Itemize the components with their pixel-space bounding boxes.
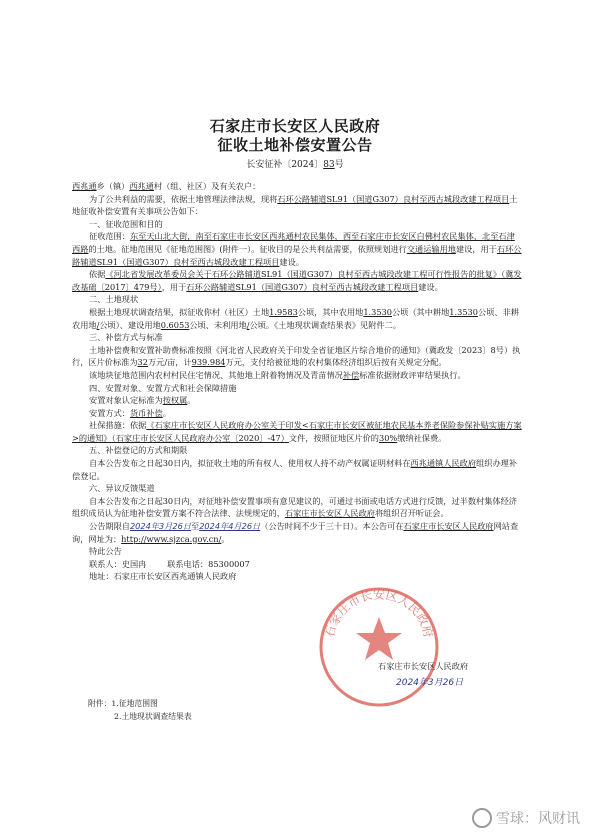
title-issuer: 石家庄市长安区人民政府 bbox=[209, 117, 381, 135]
attachment-1: 1.征地范围图 bbox=[111, 699, 158, 708]
period-paragraph: 公告期限自2024年3月26日至2024年4月26日（公告时间不少于三十日）。本公告可在石家庄市长安区人民政府网站查询，网址为：http://www.sjzca.gov.cn/。 bbox=[72, 521, 519, 544]
section2-heading: 二、土地现状 bbox=[89, 294, 139, 305]
attachment-2: 2.土地现状调查结果表 bbox=[114, 712, 192, 721]
section4-heading: 四、安置对象、安置方式和社会保障措施 bbox=[89, 382, 237, 393]
section5-heading: 五、补偿登记的方式和期限 bbox=[89, 445, 188, 456]
contact-person: 史国冉 bbox=[121, 558, 147, 569]
contact-address: 石家庄市长安区西兆通镇人民政府 bbox=[113, 571, 237, 582]
section4-object-line: 安置对象认定标准为按权属。 bbox=[89, 395, 196, 406]
title-subject: 征收土地补偿安置公告 bbox=[217, 136, 373, 154]
platform-watermark: 雪球：风财讯 bbox=[472, 808, 580, 828]
section1-heading: 一、征收范围和目的 bbox=[89, 218, 163, 229]
closing-notice: 特此公告 bbox=[89, 546, 122, 557]
address-line: 地址：石家庄市长安区西兆通镇人民政府 bbox=[89, 571, 237, 582]
section6-paragraph: 自本公告发布之日起30日内，对征地补偿安置事项有意见建议的，可通过书面或电话方式进行反馈，过半数村集体经济组织成员认为征地补偿安置方案不符合法律、法规规定的，石家庄市长安区人民政府将组织召开听证会。 bbox=[72, 495, 517, 519]
official-seal-stamp bbox=[316, 584, 442, 710]
section6-heading: 六、异议反馈渠道 bbox=[89, 483, 155, 494]
intro-paragraph: 为了公共利益的需要，依据土地管理法律法规，现将石环公路辅道SL91（国道G307）良村至西古城段改建工程项目土地征收补偿安置有关事项公告如下： bbox=[72, 193, 518, 217]
section5-paragraph: 自本公告发布之日起30日内，拟征收土地的所有权人、使用权人持不动产权属证明材料在西兆通镇人民政府组织办理补偿登记。 bbox=[72, 458, 518, 481]
section1-basis-paragraph: 依据《河北省发展改革委员会关于石环公路辅道SL91（国道G307）良村至西古城段改建工程可行性报告的批复》（冀发改基础〔2017〕479号），用于石环公路辅道SL91（国道G307）良村至西古城段改建工程项目建设。 bbox=[72, 269, 522, 292]
contact-line: 联系人：史国冉 联系电话：85300007 bbox=[89, 558, 250, 569]
attachments-list: 附件：1.征地范围图 2.土地现状调查结果表 bbox=[88, 699, 192, 721]
contact-phone: 85300007 bbox=[208, 558, 250, 569]
addressee-line: 西兆通乡（镇）西兆通村（组、社区）及有关农户： bbox=[72, 181, 261, 191]
announcement-body bbox=[72, 180, 522, 583]
section4-social-security-paragraph: 社保措施：依据《石家庄市长安区人民政府办公室关于印发<石家庄市长安区被征地农民基本养老保险参保补贴实施方案>的通知》（石家庄市长安区人民政府办公室〔2020〕-47）文件，按照征地区片价的30%缴纳社保费。 bbox=[72, 420, 522, 443]
website-link[interactable]: http://www.sjzca.gov.cn/ bbox=[121, 533, 222, 544]
seal-text: 石家庄市长安区人民政府 bbox=[322, 587, 436, 640]
signature-org: 石家庄市长安区人民政府 bbox=[378, 661, 469, 671]
document-number: 长安征补〔2024〕83号 bbox=[246, 160, 344, 170]
section3-standard-paragraph: 土地补偿费和安置补助费标准按照《河北省人民政府关于印发全省征地区片综合地价的通知》（冀政发〔2023〕8号）执行，区片价标准为32万元/亩，计939.984万元，支付给被征地的农村集体经济组织后按有关规定分配。 bbox=[72, 344, 521, 368]
signature-date: 2024年3月26日 bbox=[396, 678, 464, 688]
section3-attachments-paragraph: 该地块征地范围内农村村民住宅情况、其他地上附着物情况及青苗情况补偿标准依据财政评审结果执行。 bbox=[89, 369, 466, 380]
section3-heading: 三、补偿方式与标准 bbox=[89, 332, 163, 343]
section1-scope-paragraph: 征收范围：东至天山北大街，南至石家庄市长安区西兆通村农民集体，西至石家庄市长安区白佛村农民集体，北至石津西路的土地。征地范围见《征地范围图》(附件一）。征收目的是公共利益需要，依照规划进行交通运输用地建设，用于石环公路辅道SL91（国道G307）良村至西古城段改建工程项目建设。 bbox=[72, 231, 522, 267]
snowball-logo-icon bbox=[472, 808, 492, 828]
section2-paragraph: 根据土地现状调查结果，拟征收你村（社区）土地1.9583公顷，其中农用地1.3530公顷（其中耕地1.3530公顷、非耕农用地/公顷）、建设用地0.6053公顷、未利用地/公顷。《土地现状调查结果表》见附件二。 bbox=[72, 306, 519, 330]
section4-method-line: 安置方式：货币补偿。 bbox=[89, 407, 171, 418]
doc-number-value: 83 bbox=[323, 160, 335, 170]
